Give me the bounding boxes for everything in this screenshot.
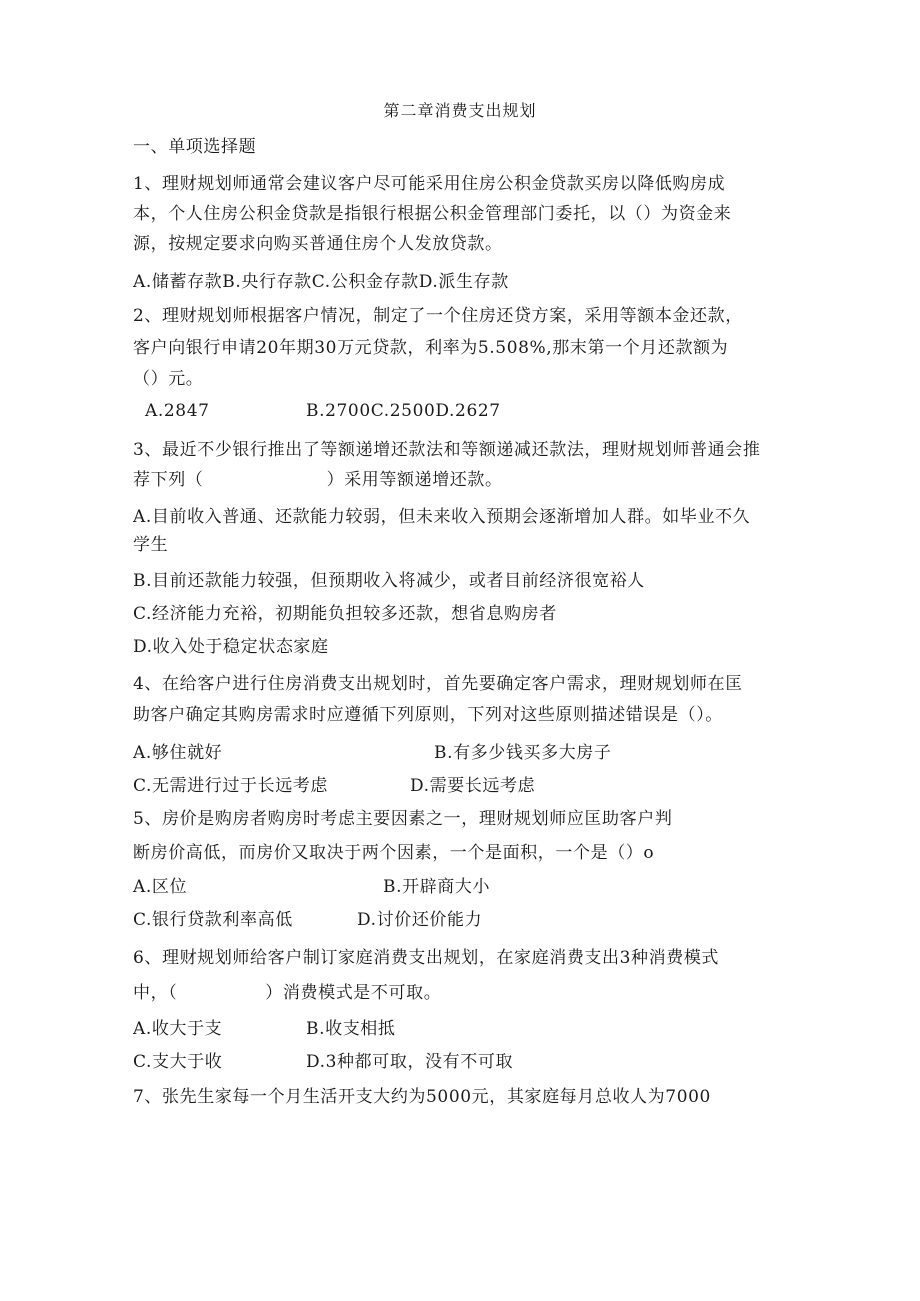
question-2-option-a: A.2847 bbox=[145, 401, 210, 421]
question-6-option-b: B.收支相抵 bbox=[306, 1019, 396, 1039]
question-3-option-c: C.经济能力充裕，初期能负担较多还款，想省息购房者 bbox=[133, 604, 557, 624]
question-1-line-1: 1、理财规划师通常会建议客户尽可能采用住房公积金贷款买房以降低购房成 bbox=[133, 174, 726, 194]
question-2-line-2: 客户向银行申请20年期30万元贷款，利率为5.508%,那末第一个月还款额为 bbox=[133, 338, 729, 358]
question-6-option-d: D.3种都可取，没有不可取 bbox=[306, 1052, 514, 1072]
question-3-option-d: D.收入处于稳定状态家庭 bbox=[133, 637, 329, 657]
question-4-line-2: 助客户确定其购房需求时应遵循下列原则，下列对这些原则描述错误是（）。 bbox=[133, 705, 723, 725]
question-3-line-2: 荐下列（ ）采用等额递增还款。 bbox=[133, 470, 503, 490]
question-5-option-c: C.银行贷款利率高低 bbox=[133, 910, 293, 930]
question-4-option-c: C.无需进行过于长远考虑 bbox=[133, 776, 329, 796]
question-6-option-a: A.收大于支 bbox=[133, 1019, 223, 1039]
question-4-option-a: A.够住就好 bbox=[133, 743, 223, 763]
question-4-option-d: D.需要长远考虑 bbox=[410, 776, 536, 796]
question-3-option-a-line-2: 学生 bbox=[133, 535, 169, 555]
question-2-line-3: （）元。 bbox=[133, 369, 204, 389]
question-1-options: A.储蓄存款B.央行存款C.公积金存款D.派生存款 bbox=[133, 272, 509, 292]
question-2-options-rest: B.2700C.2500D.2627 bbox=[306, 401, 501, 421]
question-1-line-2: 本，个人住房公积金贷款是指银行根据公积金管理部门委托，以（）为资金来 bbox=[133, 204, 732, 224]
question-6-line-2: 中，（ ）消费模式是不可取。 bbox=[133, 983, 442, 1003]
question-1-line-3: 源，按规定要求向购买普通住房个人发放贷款。 bbox=[133, 234, 503, 254]
question-3-line-1: 3、最近不少银行推出了等额递增还款法和等额递减还款法，理财规划师普通会推 bbox=[133, 440, 761, 460]
question-4-option-b: B.有多少钱买多大房子 bbox=[434, 743, 612, 763]
question-5-option-d: D.讨价还价能力 bbox=[357, 910, 483, 930]
question-2-line-1: 2、理财规划师根据客户情况，制定了一个住房还贷方案，采用等额本金还款， bbox=[133, 306, 743, 326]
question-6-line-1: 6、理财规划师给客户制订家庭消费支出规划，在家庭消费支出3种消费模式 bbox=[133, 948, 720, 968]
chapter-title: 第二章消费支出规划 bbox=[383, 101, 537, 120]
question-7-line-1: 7、张先生家每一个月生活开支大约为5000元，其家庭每月总收人为7000 bbox=[133, 1087, 711, 1107]
question-5-option-b: B.开辟商大小 bbox=[383, 877, 491, 897]
question-5-line-1: 5、房价是购房者购房时考虑主要因素之一，理财规划师应匡助客户判 bbox=[133, 809, 673, 829]
question-5-line-2: 断房价高低，而房价又取决于两个因素，一个是面积，一个是（）o bbox=[133, 843, 655, 863]
question-4-line-1: 4、在给客户进行住房消费支出规划时，首先要确定客户需求，理财规划师在匡 bbox=[133, 674, 743, 694]
section-heading: 一、单项选择题 bbox=[133, 137, 257, 157]
question-6-option-c: C.支大于收 bbox=[133, 1052, 223, 1072]
question-3-option-a-line-1: A.目前收入普通、还款能力较弱，但未来收入预期会逐渐增加人群。如毕业不久 bbox=[133, 507, 751, 527]
question-5-option-a: A.区位 bbox=[133, 877, 188, 897]
question-3-option-b: B.目前还款能力较强，但预期收入将减少，或者目前经济很宽裕人 bbox=[133, 571, 645, 591]
